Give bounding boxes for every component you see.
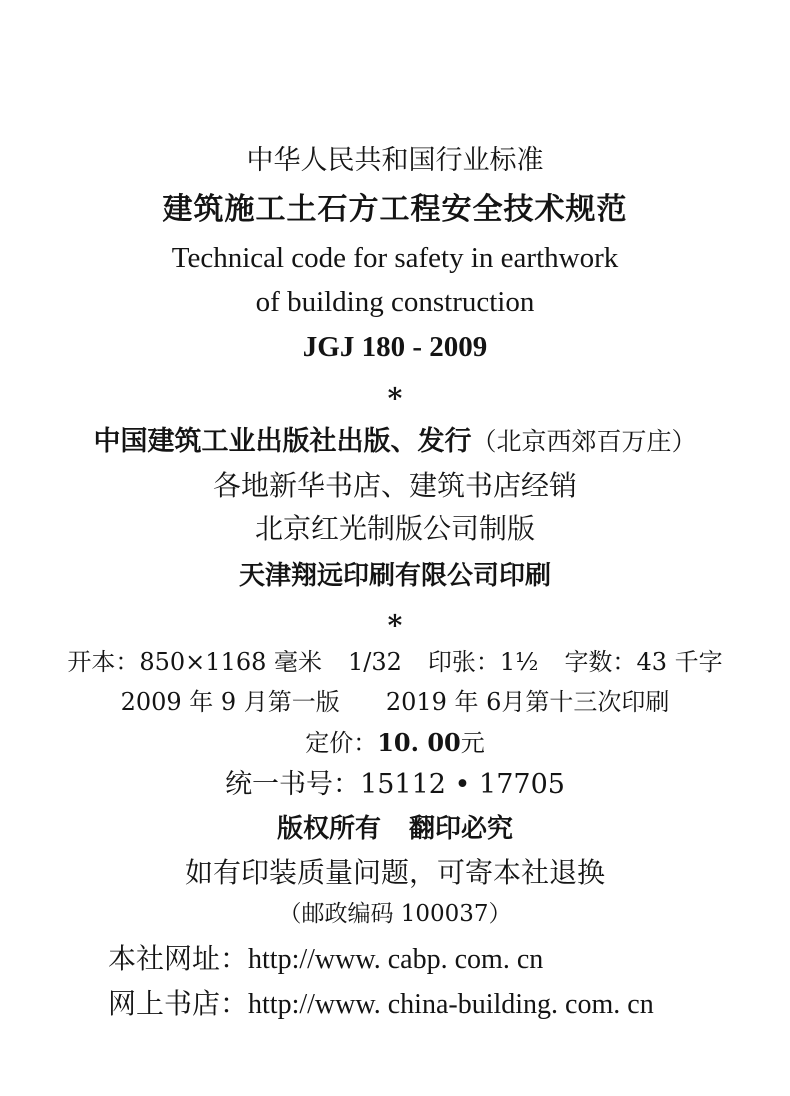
standard-code: JGJ 180 - 2009 bbox=[302, 331, 488, 363]
book-number-line bbox=[0, 771, 790, 798]
no-reprint: 翻印必究 bbox=[409, 814, 514, 844]
format-specs bbox=[0, 650, 790, 674]
plate-maker: 北京红光制版公司制版 bbox=[254, 512, 535, 545]
first-edition: 2009 年 9 月第一版 bbox=[120, 688, 340, 716]
online-store-url[interactable]: http://www. china-building. com. cn bbox=[248, 989, 654, 1020]
title-english-line-1: Technical code for safety in earthwork bbox=[171, 242, 619, 274]
sheets-label: 印张： bbox=[427, 648, 500, 676]
price-label: 定价： bbox=[305, 729, 378, 757]
book-number-value: 15112 • 17705 bbox=[360, 769, 565, 800]
words-value: 43 千字 bbox=[636, 648, 723, 676]
separator-asterisk: * bbox=[387, 382, 403, 415]
printer: 天津翔远印刷有限公司印刷 bbox=[238, 561, 551, 591]
edition-line bbox=[0, 690, 790, 714]
online-store-label: 网上书店： bbox=[108, 987, 249, 1020]
copyright: 版权所有 bbox=[276, 814, 381, 844]
printing: 2019 年 6月第十三次印刷 bbox=[385, 688, 670, 716]
publisher: 中国建筑工业出版社出版、发行 bbox=[93, 426, 472, 457]
price-value: 10. 00 bbox=[377, 728, 461, 757]
standard-category: 中华人民共和国行业标准 bbox=[246, 145, 544, 176]
website-line bbox=[108, 942, 788, 975]
title-english-line-2: of building construction bbox=[255, 286, 535, 318]
words-label: 字数： bbox=[564, 648, 637, 676]
format-label: 开本： bbox=[67, 648, 140, 676]
title-chinese: 建筑施工土石方工程安全技术规范 bbox=[162, 192, 628, 227]
fold: 1/32 bbox=[348, 648, 402, 676]
website-label: 本社网址： bbox=[108, 942, 249, 975]
price-line bbox=[0, 728, 790, 757]
book-number-label: 统一书号： bbox=[225, 769, 361, 800]
sheets-value: 1½ bbox=[499, 648, 539, 676]
publisher-line bbox=[0, 428, 790, 455]
format-value: 850×1168 毫米 bbox=[139, 648, 322, 676]
online-store-line bbox=[108, 987, 788, 1020]
returns-notice: 如有印装质量问题，可寄本社退换 bbox=[184, 856, 605, 889]
rights-line bbox=[0, 816, 790, 842]
postal-code: （邮政编码 100037） bbox=[278, 901, 512, 927]
separator-asterisk: * bbox=[387, 609, 403, 642]
price-unit: 元 bbox=[460, 729, 485, 757]
publisher-address: （北京西郊百万庄） bbox=[471, 427, 697, 456]
website-url[interactable]: http://www. cabp. com. cn bbox=[248, 944, 544, 975]
distributors: 各地新华书店、建筑书店经销 bbox=[212, 469, 577, 502]
